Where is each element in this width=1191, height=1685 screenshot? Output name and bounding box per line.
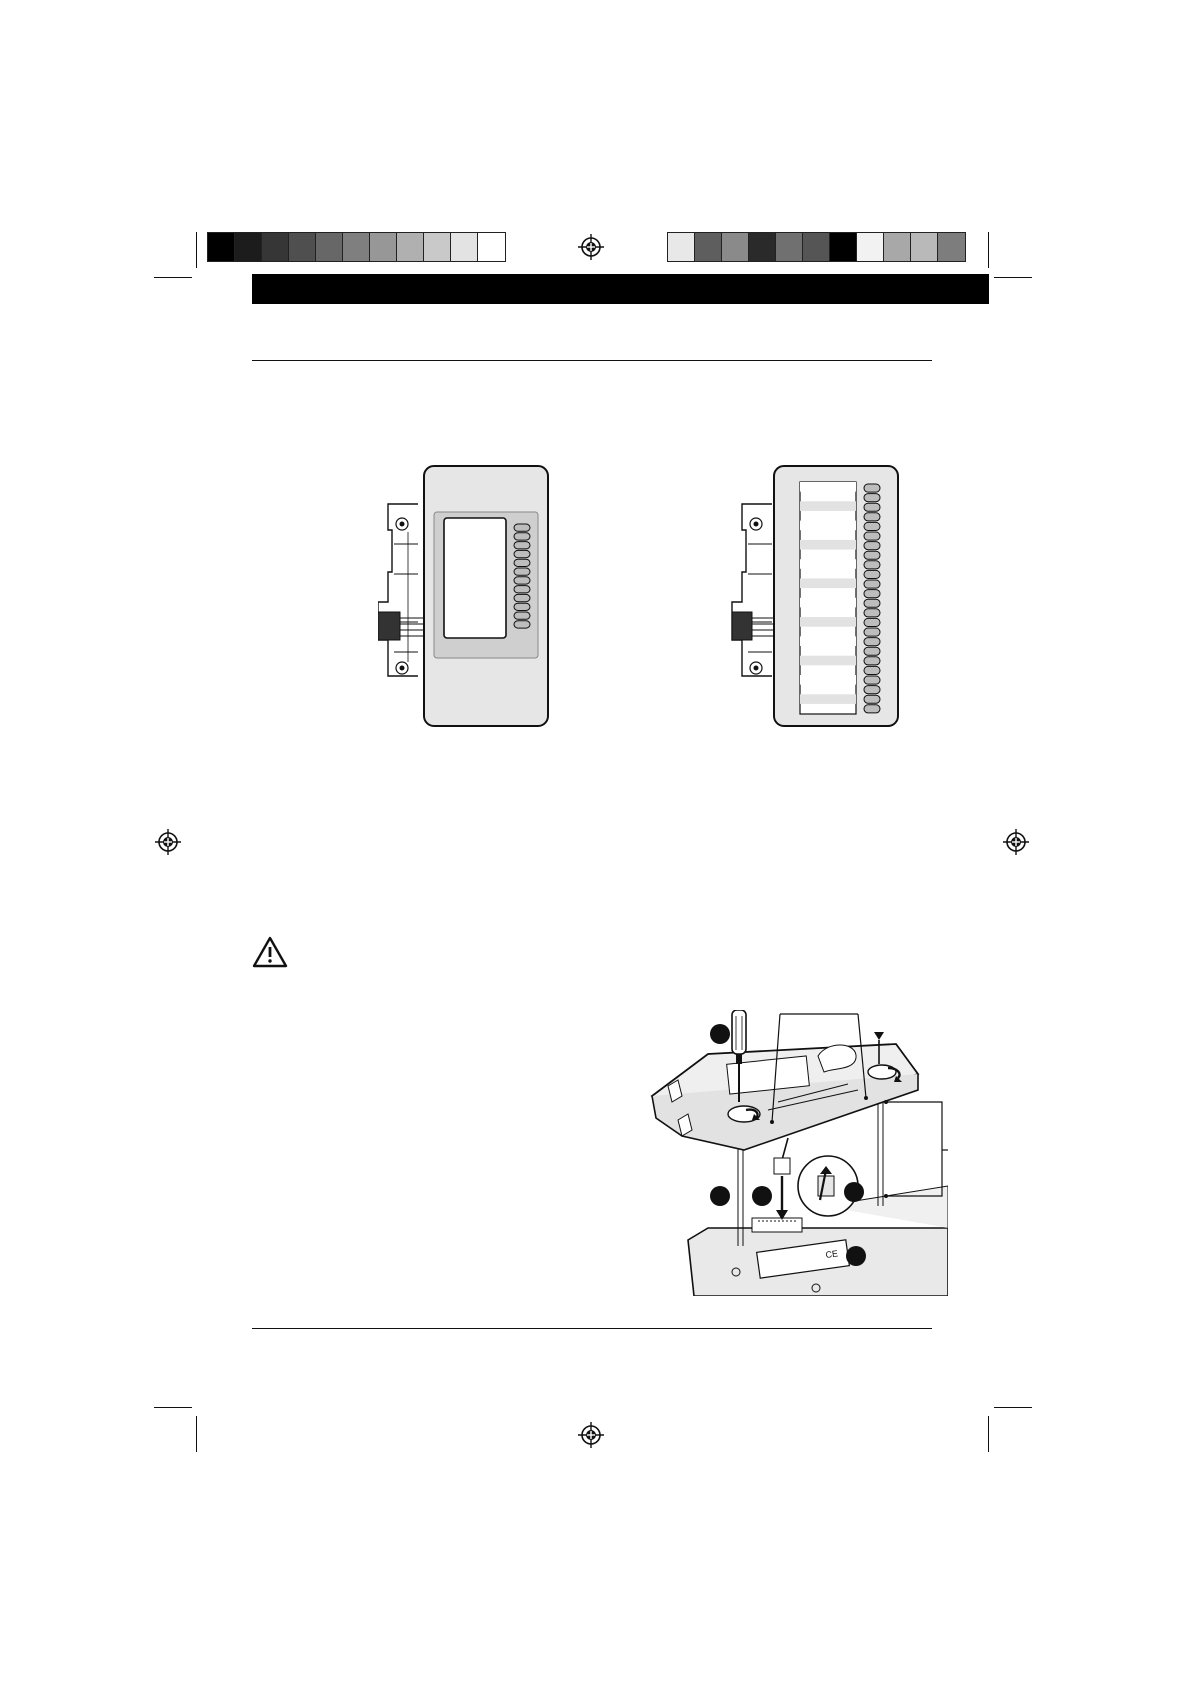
display-key-module	[378, 462, 554, 733]
label-row-3	[800, 521, 856, 531]
color-swatch-left-7	[370, 233, 397, 261]
color-swatch-right-6	[803, 233, 830, 261]
color-swatch-right-5	[776, 233, 803, 261]
left-module-key-10	[514, 603, 530, 610]
right-module-key-22	[864, 686, 880, 694]
color-swatch-left-2	[235, 233, 262, 261]
registration-mark-icon	[1003, 829, 1029, 855]
left-module-key-11	[514, 612, 530, 619]
color-swatch-left-1	[208, 233, 235, 261]
label-row-9	[800, 636, 856, 646]
registration-mark-icon	[578, 234, 604, 260]
crop-mark-bottom-left-v	[196, 1416, 197, 1452]
registration-mark-icon	[578, 1422, 604, 1448]
left-module-key-8	[514, 586, 530, 593]
color-swatch-right-2	[695, 233, 722, 261]
color-swatch-right-8	[857, 233, 884, 261]
color-swatch-left-4	[289, 233, 316, 261]
label-row-7	[800, 598, 856, 608]
crop-mark-top-left-h	[154, 277, 192, 278]
right-module-key-21	[864, 676, 880, 684]
color-swatch-left-3	[262, 233, 289, 261]
right-module-key-24	[864, 705, 880, 713]
color-swatch-right-10	[911, 233, 938, 261]
right-module-key-19	[864, 657, 880, 665]
crop-mark-top-left-v	[196, 232, 197, 268]
right-module-key-15	[864, 618, 880, 626]
label-row-2	[800, 501, 856, 511]
label-row-12	[800, 694, 856, 704]
color-swatch-right-1	[668, 233, 695, 261]
color-bar-right	[667, 232, 966, 262]
left-module-key-5	[514, 559, 530, 566]
color-swatch-left-9	[424, 233, 451, 261]
color-swatch-right-9	[884, 233, 911, 261]
right-module-key-13	[864, 599, 880, 607]
right-module-key-4	[864, 513, 880, 521]
color-swatch-left-5	[316, 233, 343, 261]
right-module-key-16	[864, 628, 880, 636]
color-swatch-right-3	[722, 233, 749, 261]
label-key-module	[728, 462, 904, 733]
label-row-10	[800, 656, 856, 666]
left-module-key-1	[514, 524, 530, 531]
registration-mark-icon	[155, 829, 181, 855]
right-module-key-6	[864, 532, 880, 540]
crop-mark-top-right-h	[994, 277, 1032, 278]
right-module-key-2	[864, 494, 880, 502]
top-rule	[252, 360, 932, 361]
color-swatch-left-6	[343, 233, 370, 261]
right-module-key-9	[864, 561, 880, 569]
right-module-key-12	[864, 590, 880, 598]
label-row-1	[800, 482, 856, 492]
color-swatch-right-7	[830, 233, 857, 261]
bottom-rule	[252, 1328, 932, 1329]
left-module-key-4	[514, 550, 530, 557]
header-bar	[252, 274, 989, 304]
right-module-key-20	[864, 666, 880, 674]
right-module-key-18	[864, 647, 880, 655]
label-plate-text: CE	[824, 1248, 839, 1260]
color-bar-left	[207, 232, 506, 262]
color-swatch-right-4	[749, 233, 776, 261]
color-swatch-left-11	[478, 233, 505, 261]
crop-mark-bottom-right-v	[988, 1416, 989, 1452]
crop-mark-top-right-v	[988, 232, 989, 268]
right-module-key-17	[864, 638, 880, 646]
left-module-key-9	[514, 594, 530, 601]
right-module-key-3	[864, 503, 880, 511]
crop-mark-bottom-right-h	[994, 1407, 1032, 1408]
right-module-key-5	[864, 522, 880, 530]
right-module-key-7	[864, 542, 880, 550]
left-module-key-7	[514, 577, 530, 584]
label-row-11	[800, 675, 856, 685]
warning-triangle-icon	[252, 936, 288, 973]
crop-mark-bottom-left-h	[154, 1407, 192, 1408]
installation-diagram	[648, 1010, 948, 1301]
left-module-key-6	[514, 568, 530, 575]
right-module-key-1	[864, 484, 880, 492]
right-module-key-8	[864, 551, 880, 559]
label-row-5	[800, 559, 856, 569]
right-module-key-14	[864, 609, 880, 617]
color-swatch-left-8	[397, 233, 424, 261]
right-module-key-23	[864, 695, 880, 703]
label-row-6	[800, 579, 856, 589]
label-row-4	[800, 540, 856, 550]
left-module-key-12	[514, 621, 530, 628]
left-module-key-2	[514, 533, 530, 540]
color-swatch-right-11	[938, 233, 965, 261]
label-row-8	[800, 617, 856, 627]
right-module-key-11	[864, 580, 880, 588]
left-module-key-3	[514, 542, 530, 549]
color-swatch-left-10	[451, 233, 478, 261]
right-module-key-10	[864, 570, 880, 578]
